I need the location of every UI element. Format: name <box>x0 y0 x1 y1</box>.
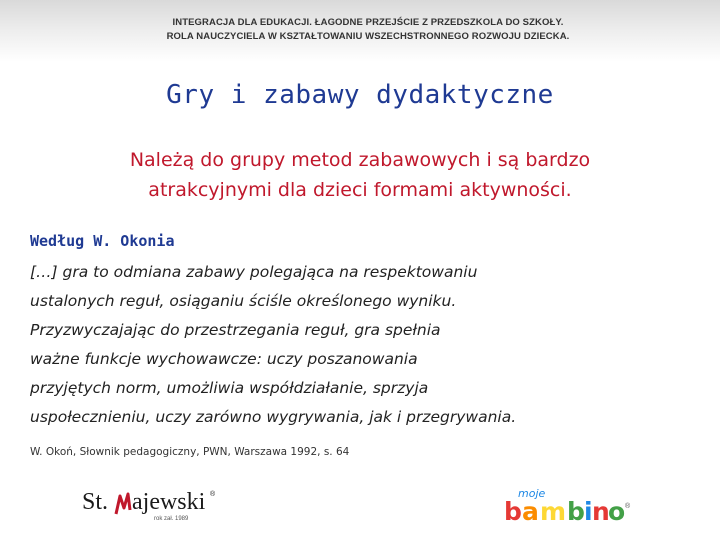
svg-text:®: ® <box>210 491 216 498</box>
quote-line: przyjętych norm, umożliwia współdziałanie, sprzyja <box>30 379 429 397</box>
quote-line: Przyzwyczajając do przestrzegania reguł, gra spełnia <box>30 321 441 339</box>
author-heading: Według W. Okonia <box>30 232 175 250</box>
svg-text:®: ® <box>625 503 631 510</box>
header-title-line-1: INTEGRACJA DLA EDUKACJI. ŁAGODNE PRZEJŚCIE Z PRZEDSZKOLA DO SZKOŁY. <box>172 17 564 28</box>
lead-paragraph <box>0 145 720 205</box>
svg-text:n: n <box>592 497 610 526</box>
lead-line: Należą do grupy metod zabawowych i są bardzo <box>129 149 591 171</box>
st-majewski-logo <box>82 482 222 526</box>
header-band <box>0 0 720 62</box>
source-citation: W. Okoń, Słownik pedagogiczny, PWN, Warszawa 1992, s. 64 <box>30 446 350 458</box>
quote-line: […] gra to odmiana zabawy polegająca na respektowaniu <box>30 263 478 281</box>
quote-block <box>30 258 690 432</box>
svg-text:b: b <box>504 497 522 526</box>
svg-text:m: m <box>540 497 567 526</box>
moje-bambino-logo <box>502 484 632 526</box>
svg-text:a: a <box>522 497 539 526</box>
svg-text:rok zał. 1989: rok zał. 1989 <box>154 516 189 522</box>
page-title: Gry i zabawy dydaktyczne <box>166 80 554 110</box>
header-title-line-2: ROLA NAUCZYCIELA W KSZTAŁTOWANIU WSZECHSTRONNEGO ROZWOJU DZIECKA. <box>166 31 570 42</box>
quote-line: ważne funkcje wychowawcze: uczy poszanowania <box>30 350 418 368</box>
svg-text:o: o <box>608 497 626 526</box>
svg-text:St.: St. <box>82 489 109 515</box>
svg-text:i: i <box>584 497 593 526</box>
svg-text:ajewski: ajewski <box>132 489 206 515</box>
quote-line: ustalonych reguł, osiąganiu ściśle określonego wyniku. <box>30 292 457 310</box>
quote-line: uspołecznieniu, uczy zarówno wygrywania, jak i przegrywania. <box>30 408 517 426</box>
svg-text:moje: moje <box>518 487 546 500</box>
lead-line: atrakcyjnymi dla dzieci formami aktywności. <box>148 179 572 201</box>
svg-text:b: b <box>567 497 585 526</box>
